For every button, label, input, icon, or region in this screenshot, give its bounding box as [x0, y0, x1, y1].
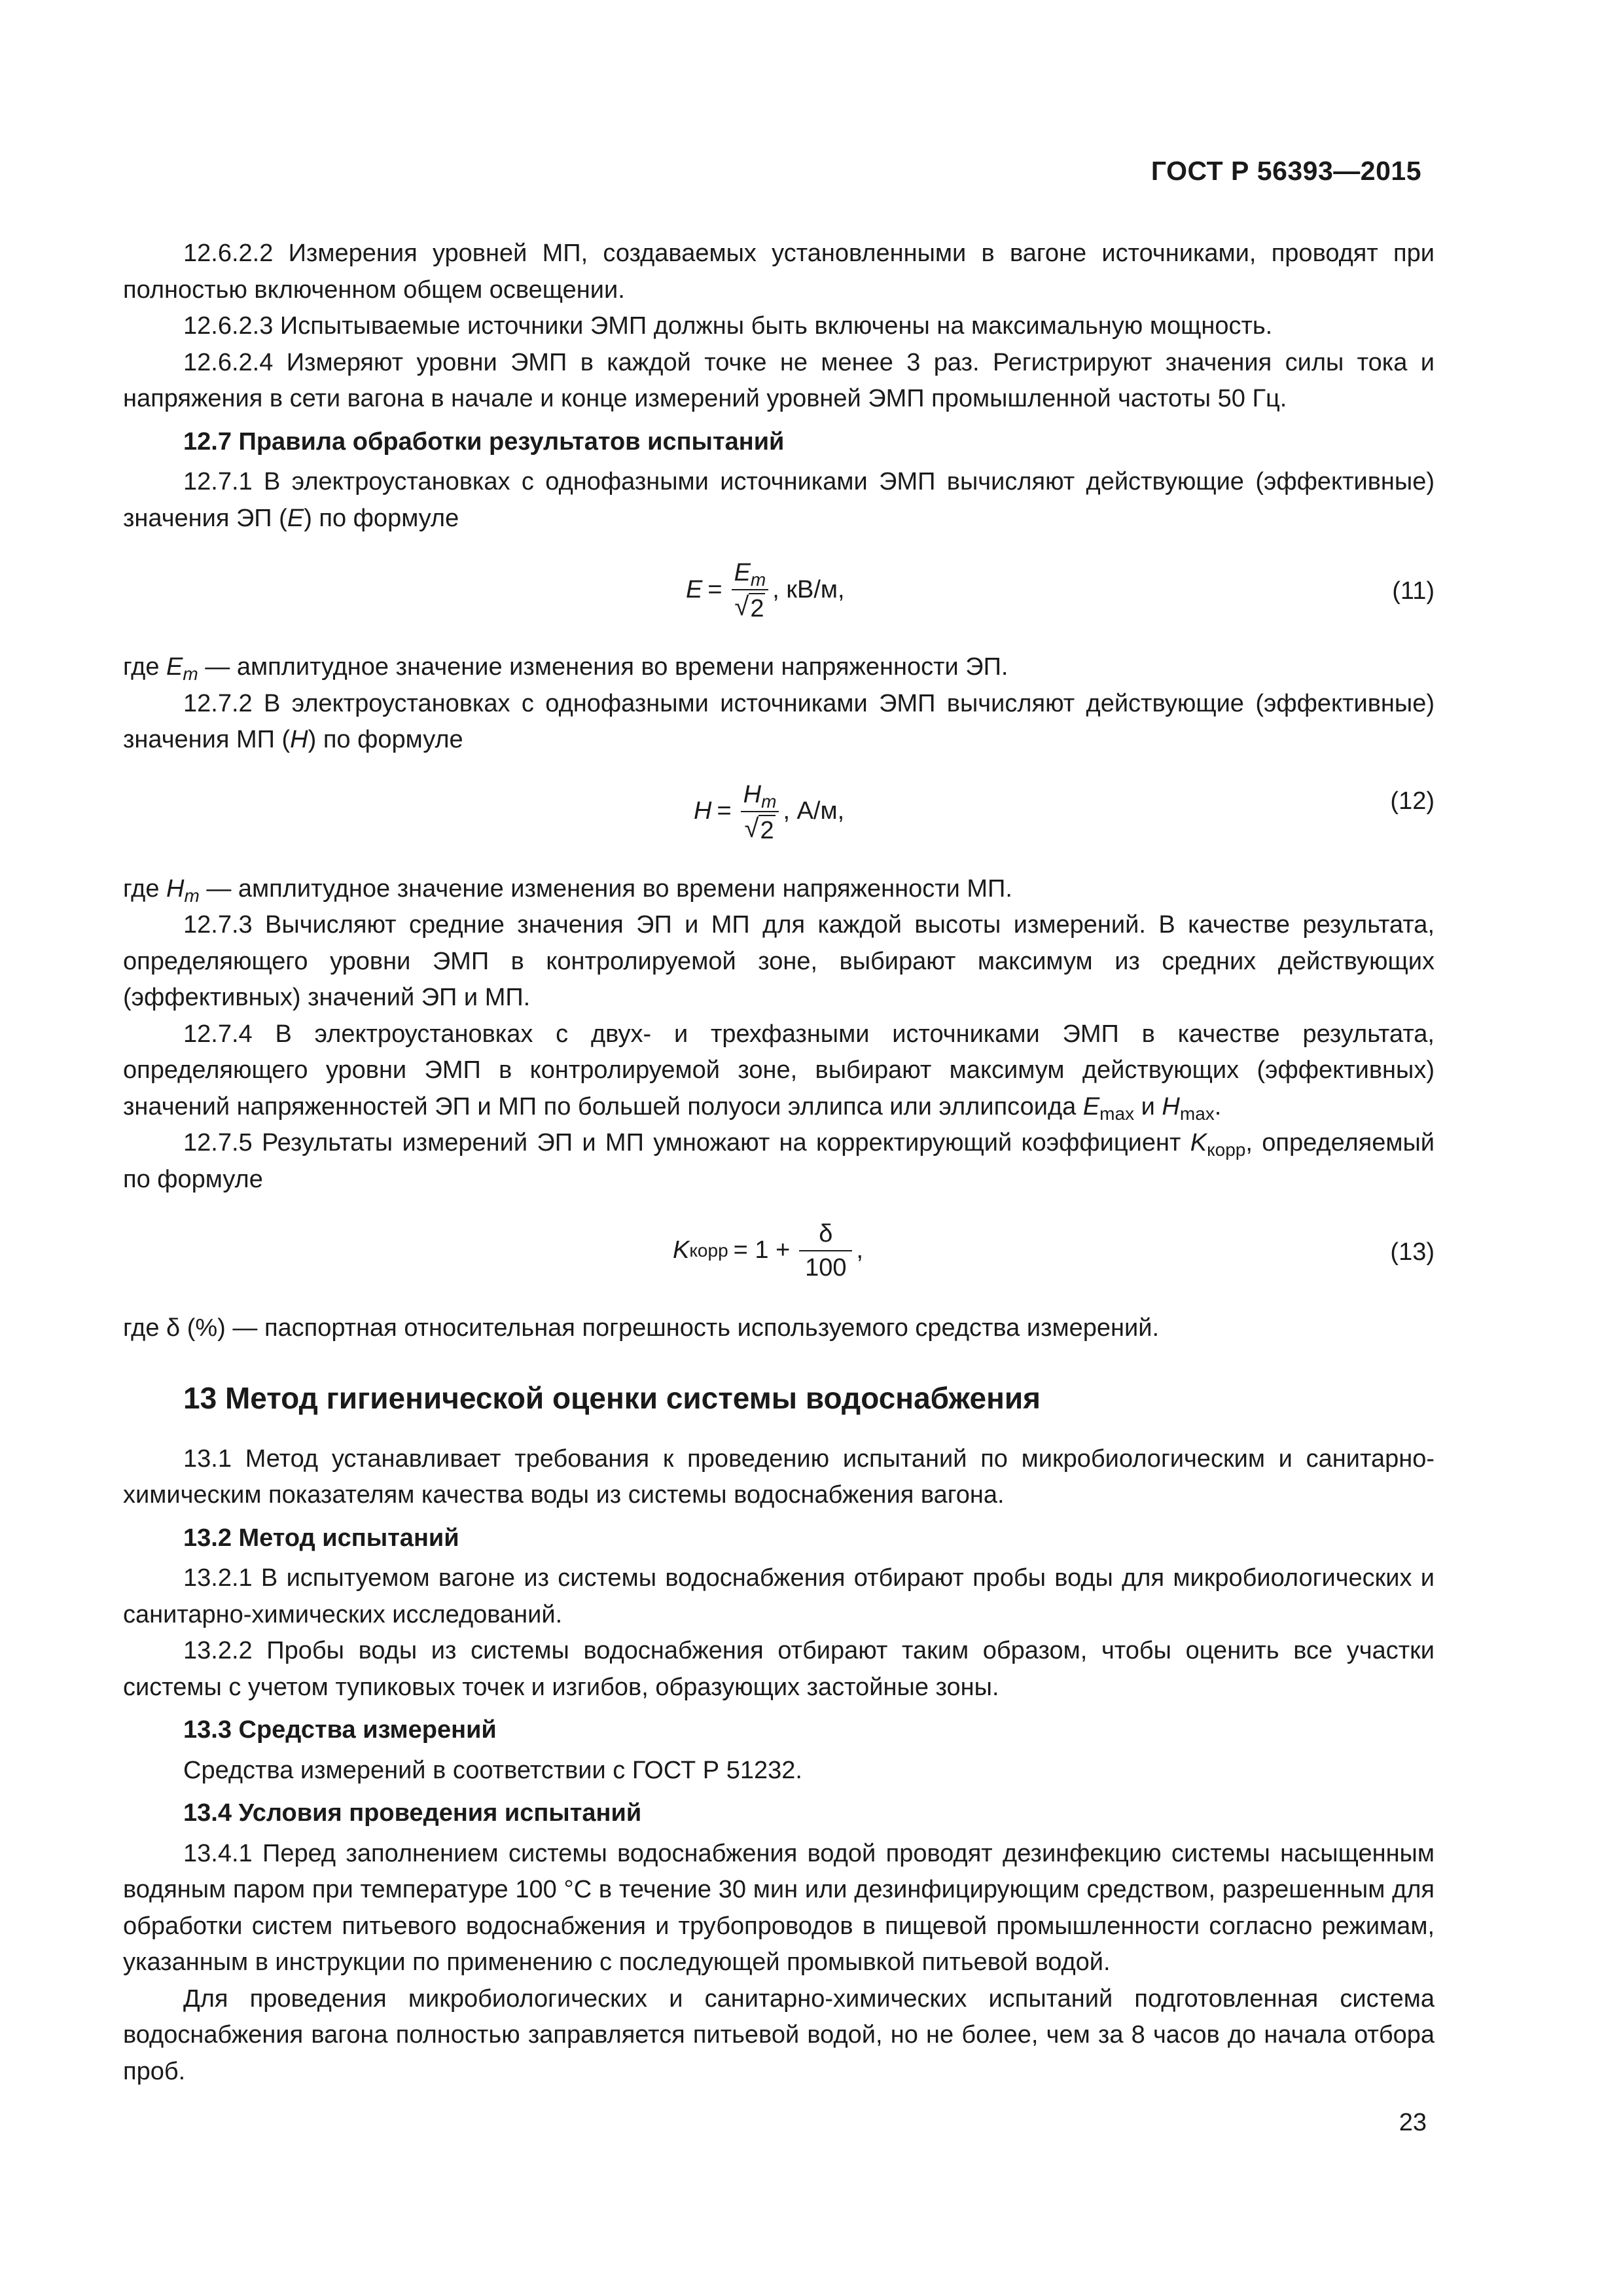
- equation-number-12: (12): [1390, 787, 1435, 815]
- sqrt-value: 2: [749, 593, 765, 623]
- fraction-numerator: δ: [799, 1217, 852, 1251]
- where-hm: [123, 871, 1435, 908]
- formula-12-expression: [694, 778, 844, 846]
- fraction-denominator: 100: [805, 1254, 847, 1282]
- paragraph-12-6-2-4: 12.6.2.4 Измеряют уровни ЭМП в каждой точке не менее 3 раз. Регистрируют значения силы тока и напряжения в сети вагона в начале и конце измерений уровней ЭМП промышленной частоты 50 Гц.: [123, 348, 1435, 412]
- text-run: ) по формуле: [304, 504, 459, 532]
- paragraph-12-7-3: 12.7.3 Вычисляют средние значения ЭП и МП для каждой высоты измерений. В качестве результата, определяющего уровни ЭМП в контролируемой зоне, выбирают максимум из средних действующих (эффективных) значений ЭП и МП.: [123, 911, 1435, 1011]
- fraction-denominator: [732, 590, 768, 624]
- numerator-sub: m: [761, 791, 777, 812]
- formula-13-expression: K корр = 1 + $\frac{\delta}{100}$ ,: [673, 1217, 863, 1284]
- paragraph-12-7-4: [123, 1016, 1435, 1126]
- sqrt-symbol: √ 2: [734, 592, 764, 622]
- formula-lhs: E: [686, 575, 703, 603]
- sqrt-value: 2: [758, 815, 775, 845]
- text-run: 12.7.1 В электроустановках с однофазными источниками ЭМП вычисляют действующие (эффективные) значения ЭП (: [123, 468, 1435, 532]
- formula-11-expression: [686, 556, 845, 624]
- numerator-var: E: [734, 559, 751, 586]
- sqrt-symbol: √ 2: [744, 814, 774, 844]
- equation-number-11: (11): [1392, 577, 1435, 605]
- paragraph-13-2-2: 13.2.2 Пробы воды из системы водоснабжения отбирают таким образом, чтобы оценить все участки системы с учетом тупиковых точек и изгибов, образующих застойные зоны.: [123, 1637, 1435, 1701]
- fraction: [732, 556, 769, 624]
- text-run: 12.7.4 В электроустановках с двух- и трехфазными источниками ЭМП в качестве результата, определяющего уровни ЭМП в контролируемой зоне, выбирают максимум действующих (эффективных) значений напряженностей ЭП и МП по большей полуоси эллипса или эллипсоида: [123, 1020, 1435, 1121]
- paragraph-12-7-2: [123, 686, 1435, 759]
- formula-lhs: H: [694, 797, 712, 825]
- paragraph-13-1: 13.1 Метод устанавливает требования к проведению испытаний по микробиологическим и санитарно-химическим показателям качества воды из системы водоснабжения вагона.: [123, 1444, 1435, 1509]
- formula-equals: =: [707, 575, 722, 603]
- text-run: и: [1134, 1092, 1162, 1121]
- fraction: [799, 1217, 852, 1284]
- heading-13-2: 13.2 Метод испытаний: [183, 1524, 459, 1552]
- variable-sub: m: [184, 885, 200, 906]
- text-run: — амплитудное значение изменения во времени напряженности МП.: [199, 874, 1012, 903]
- heading-13-3: 13.3 Средства измерений: [183, 1716, 497, 1744]
- fraction-denominator: [742, 812, 778, 846]
- variable-hmax: H: [1162, 1092, 1180, 1121]
- paragraph-13-4-1: 13.4.1 Перед заполнением системы водоснабжения водой проводят дезинфекцию системы насыщенным водяным паром при температуре 100 °С в течение 30 мин или дезинфицирующим средством, разрешенным для обработки систем питьевого водоснабжения и трубопроводов в пищевой промышленности согласно режимам, указанным в инструкции по применению с последующей промывкой питьевой водой.: [123, 1839, 1435, 1976]
- where-delta: где δ (%) — паспортная относительная погрешность используемого средства измерений.: [123, 1314, 1160, 1342]
- section-13-title: 13 Метод гигиенической оценки системы водоснабжения: [183, 1380, 1041, 1415]
- variable-sub: max: [1099, 1103, 1135, 1124]
- paragraph-12-6-2-2: 12.6.2.2 Измерения уровней МП, создаваемых установленными в вагоне источниками, проводят при полностью включенном общем освещении.: [123, 240, 1435, 304]
- variable-emax: E: [1082, 1092, 1100, 1121]
- fraction: [741, 778, 779, 846]
- paragraph-12-7-1: [123, 464, 1435, 537]
- formula-11: [123, 550, 1435, 636]
- document-header: ГОСТ Р 56393—2015: [1150, 156, 1421, 186]
- paragraph-12-6-2-3: 12.6.2.3 Испытываемые источники ЭМП должны быть включены на максимальную мощность.: [183, 312, 1273, 340]
- text-run: ) по формуле: [308, 726, 463, 753]
- paragraph-13-3: Средства измерений в соответствии с ГОСТ Р 51232.: [183, 1756, 802, 1784]
- text-run: где: [123, 874, 167, 903]
- numerator-sub: m: [750, 569, 766, 590]
- text-run: 12.7.2 В электроустановках с однофазными источниками ЭМП вычисляют действующие (эффективные) значения МП (: [123, 689, 1435, 753]
- formula-units: , А/м,: [783, 797, 845, 825]
- formula-tail: ,: [856, 1236, 863, 1265]
- formula-units: , кВ/м,: [772, 575, 845, 603]
- document-body: [123, 236, 1435, 2090]
- paragraph-13-4-2: Для проведения микробиологических и санитарно-химических испытаний подготовленная система водоснабжения вагона полностью заправляется питьевой водой, но не более, чем за 8 часов до начала отбора проб.: [123, 1984, 1435, 2085]
- text-run: .: [1214, 1092, 1222, 1121]
- formula-equals: =: [717, 797, 732, 825]
- formula-13: [123, 1211, 1435, 1297]
- variable-sub: m: [183, 664, 198, 684]
- variable-hm: H: [166, 874, 185, 903]
- paragraph-12-7-5: [123, 1125, 1435, 1198]
- fraction-numerator: [741, 778, 779, 812]
- equation-number-13: (13): [1390, 1238, 1435, 1266]
- variable-h: H: [290, 726, 308, 753]
- variable-sub: max: [1179, 1103, 1215, 1124]
- where-em: [123, 649, 1435, 686]
- formula-12: [123, 772, 1435, 858]
- variable-e: E: [287, 504, 304, 532]
- heading-12-7: 12.7 Правила обработки результатов испытаний: [183, 427, 785, 456]
- formula-equals: = 1 +: [733, 1236, 791, 1265]
- text-run: — амплитудное значение изменения во времени напряженности ЭП.: [198, 653, 1008, 681]
- heading-13-4: 13.4 Условия проведения испытаний: [183, 1799, 642, 1827]
- variable-kcorr: K: [1190, 1129, 1207, 1157]
- fraction-numerator: [732, 556, 769, 590]
- text-run: 12.7.5 Результаты измерений ЭП и МП умножают на корректирующий коэффициент: [183, 1129, 1190, 1157]
- numerator-var: H: [743, 780, 762, 808]
- formula-lhs: K: [673, 1236, 690, 1265]
- text-run: где: [123, 653, 167, 681]
- page-number: 23: [1399, 2109, 1427, 2136]
- paragraph-13-2-1: 13.2.1 В испытуемом вагоне из системы водоснабжения отбирают пробы воды для микробиологических и санитарно-химических исследований.: [123, 1564, 1435, 1628]
- variable-sub: корр: [1207, 1139, 1246, 1160]
- text-run: , определяемый по формуле: [123, 1129, 1435, 1193]
- variable-em: E: [166, 653, 183, 681]
